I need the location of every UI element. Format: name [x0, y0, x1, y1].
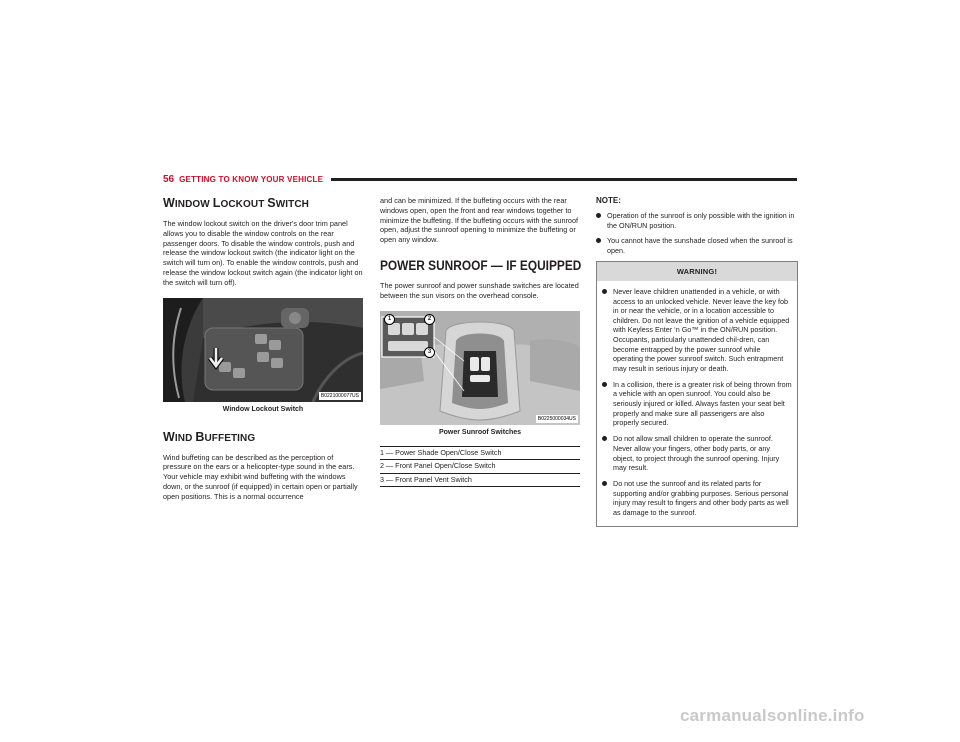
wind-buffeting-paragraph: Wind buffeting can be described as the perception of pressure on the ears or a helicopter-type sound in the ears. Your vehicle may exhibit wind buffeting with the windows down, or the sunroof (if equipped) in certain open or partially open positions. This is a normal occurrence — [163, 452, 358, 501]
bullet-icon — [602, 289, 607, 294]
column-2 — [380, 196, 580, 487]
heading-window-lockout-switch: WINDOW LOCKOUT SWITCH — [163, 196, 310, 210]
header-rule — [331, 178, 797, 181]
list-item: Never leave children unattended in a vehicle, or with access to an unlocked vehicle. Never leave the key fob in or near the vehicle, or in a location accessible to children. Do not leave the ignition of a vehicle equipped with Keyless Enter ‘n Go™ in the ON/RUN position. Occupants, particularly unattended chil-dren, can become entrapped by the power sunroof while operating the power sunroof switch. Such entrapment may result in serious injury or death. — [602, 287, 792, 373]
figure-legend — [380, 446, 580, 488]
callout-2: 2 — [424, 314, 435, 325]
bullet-icon — [602, 382, 607, 387]
buffeting-continued-paragraph: and can be minimized. If the buffeting occurs with the rear windows open, open the front and rear windows together to minimize the buffeting. If the buffeting occurs with the sunroof open, adjust the sunroof opening to minimize the buffeting or open any window. — [380, 196, 579, 245]
list-item: Operation of the sunroof is only possible with the ignition in the ON/RUN position. — [596, 211, 796, 230]
page-number: 56 — [163, 173, 175, 185]
watermark: carmanualsonline.info — [680, 706, 865, 725]
legend-row: 2 — Front Panel Open/Close Switch — [380, 460, 580, 474]
list-item: Do not allow small children to operate the sunroof. Never allow your fingers, other body parts, or any object, to project through the sunroof opening. Injury may result. — [602, 434, 792, 472]
overhead-console-illustration — [380, 311, 580, 425]
callout-3: 3 — [424, 347, 435, 358]
list-item: Do not use the sunroof and its related parts for supporting and/or grabbing purposes. Serious personal injury may result to fingers and other body parts as well as damage to the sunroof. — [602, 479, 792, 517]
column-3 — [596, 196, 796, 527]
legend-row: 3 — Front Panel Vent Switch — [380, 474, 580, 488]
power-sunroof-paragraph: The power sunroof and power sunshade switches are located between the sun visors on the overhead console. — [380, 280, 579, 300]
figure-code: B0225000034US — [537, 415, 576, 422]
figure-caption: Power Sunroof Switches — [438, 428, 522, 436]
legend-row: 1 — Power Shade Open/Close Switch — [380, 446, 580, 461]
section-title: GETTING TO KNOW YOUR VEHICLE — [179, 174, 324, 184]
window-lockout-paragraph: The window lockout switch on the driver's door trim panel allows you to disable the window controls on the rear passenger doors. To disable the window controls, push and release the window lockout switch (the indicator light on the switch will turn on). To enable the window controls, push and release the window lockout switch again (the indicator light on the switch will turn off). — [163, 219, 363, 287]
note-list — [596, 211, 796, 255]
column-1 — [163, 196, 363, 502]
callout-1: 1 — [384, 314, 395, 325]
bullet-icon — [602, 436, 607, 441]
window-lockout-figure — [163, 298, 363, 402]
heading-power-sunroof: POWER SUNROOF — IF EQUIPPED — [380, 257, 582, 273]
warning-box — [596, 261, 798, 527]
heading-wind-buffeting: WIND BUFFETING — [163, 429, 256, 444]
warning-title: WARNING! — [597, 262, 797, 281]
figure-code: B0221000077US — [320, 392, 359, 399]
list-item: You cannot have the sunshade closed when the sunroof is open. — [596, 236, 796, 255]
warning-list — [597, 287, 797, 518]
page-header — [163, 172, 797, 186]
list-item: In a collision, there is a greater risk of being thrown from a vehicle with an open sunroof. You could also be seriously injured or killed. Always fasten your seat belt properly and make sure all passengers are also properly secured. — [602, 380, 792, 428]
power-sunroof-figure — [380, 311, 580, 425]
bullet-icon — [602, 481, 607, 486]
note-title: NOTE: — [596, 196, 621, 205]
bullet-icon — [596, 213, 601, 218]
figure-caption: Window Lockout Switch — [222, 405, 304, 413]
bullet-icon — [596, 238, 601, 243]
door-panel-illustration — [163, 298, 363, 402]
